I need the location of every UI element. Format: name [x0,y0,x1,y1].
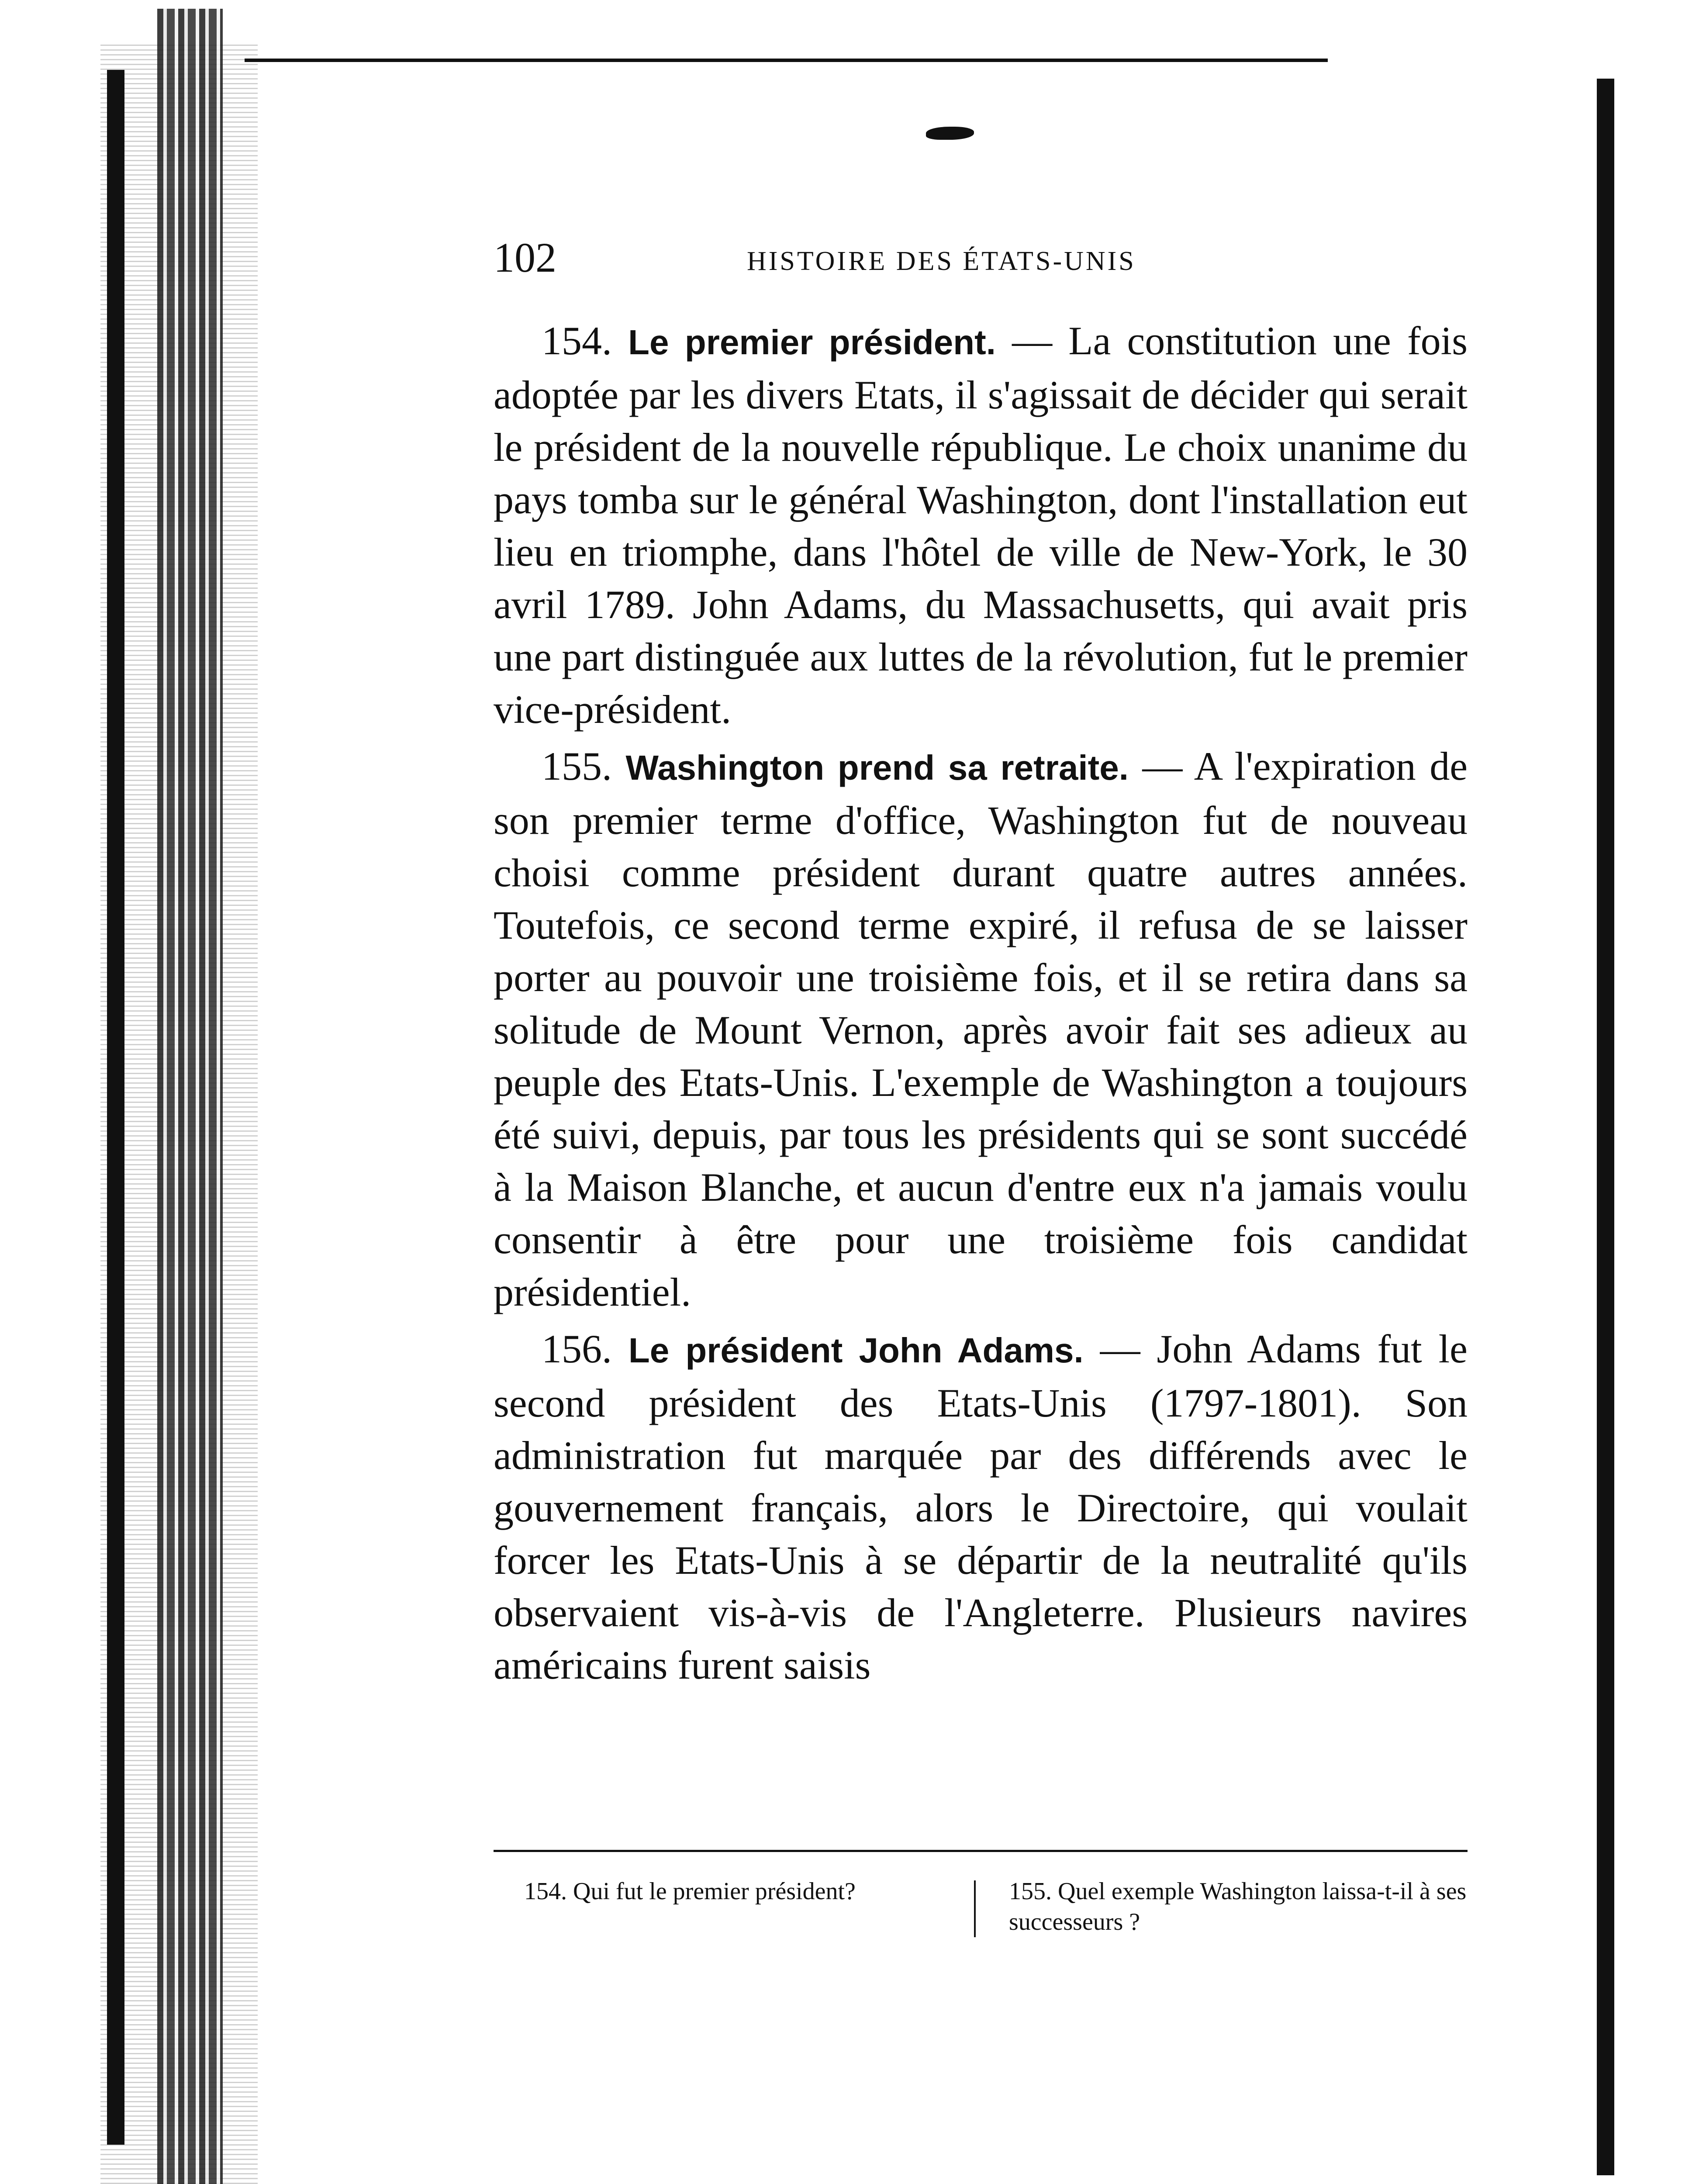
running-title: HISTOIRE DES ÉTATS-UNIS [747,246,1136,276]
footnote-rule [494,1850,1468,1852]
paragraph-number: 154. [542,318,612,363]
scan-edge-strip [107,70,124,2145]
paragraph-text: — La constitution une fois adoptée par les divers Etats, il s'agissait de décider qui serait le président de la nouvelle république. Le choix unanime du pays tomba sur le général Washington, dont l'installation eut lieu en triomphe, dans l'hôtel de ville de New-York, le 30 avril 1789. John Adams, du Massachusetts, qui avait pris une part distinguée aux luttes de la révolution, fut le premier vice-président. [494,318,1468,732]
paragraph-154 [494,314,1468,736]
paragraph-number: 155. [542,744,612,788]
scan-right-border [1597,79,1614,2175]
ornament-mark [926,127,974,140]
paragraph-heading: Washington prend sa retraite. [625,748,1129,787]
scan-binding-edge [157,9,223,2184]
footnote-154: 154. Qui fut le premier président? [524,1878,856,1905]
paragraph-number: 156. [542,1327,612,1371]
paragraph-heading: Le président John Adams. [628,1331,1084,1370]
footnote-separator [974,1880,976,1937]
footnotes [494,1876,1468,1946]
page-header [494,232,1236,284]
paragraph-156 [494,1323,1468,1691]
page-body [494,314,1468,1696]
footnote-155: 155. Quel exemple Washington laissa-t-il à ses successeurs ? [1009,1878,1467,1935]
paragraph-heading: Le premier président. [628,323,996,362]
top-rule [245,59,1328,62]
paragraph-text: — John Adams fut le second président des Etats-Unis (1797-1801). Son administration fut marquée par des différends avec le gouvernement français, alors le Directoire, qui voulait forcer les Etats-Unis à se départir de la neutralité qu'ils observaient vis-à-vis de l'Angleterre. Plusieurs navires américains furent saisis [494,1327,1468,1687]
page-number: 102 [494,234,556,281]
paragraph-155 [494,740,1468,1318]
paragraph-text: — A l'expiration de son premier terme d'office, Washington fut de nouveau choisi comme président durant quatre autres années. Toutefois, ce second terme expiré, il refusa de se laisser porter au pouvoir une troisième fois, et il se retira dans sa solitude de Mount Vernon, après avoir fait ses adieux au peuple des Etats-Unis. L'exemple de Washington a toujours été suivi, depuis, par tous les présidents qui se sont succédé à la Maison Blanche, et aucun d'entre eux n'a jamais voulu consentir à être pour une troisième fois candidat présidentiel. [494,744,1468,1314]
